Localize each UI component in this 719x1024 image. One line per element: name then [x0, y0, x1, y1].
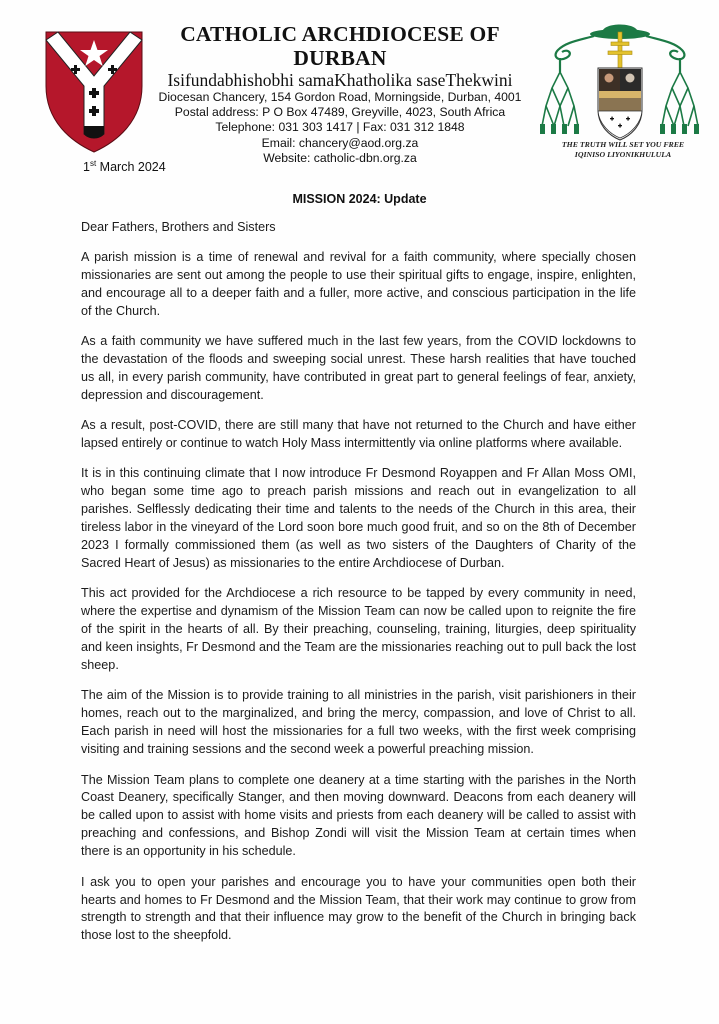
motto-zulu: IQINISO LIYONIKHULULA: [574, 150, 672, 159]
letterhead: [150, 22, 530, 166]
street-address: Diocesan Chancery, 154 Gordon Road, Morningside, Durban, 4001: [158, 90, 522, 104]
document-title: MISSION 2024: Update: [292, 192, 427, 206]
paragraph: The aim of the Mission is to provide training to all ministries in the parish, visit parishioners in their homes, reach out to the marginalized, and bring the mercy, compassion, and love of Christ to all. Each parish in need will host the missionaries for a full two weeks, with the first week comprising visiting and training sessions and the second week a powerful preaching mission.: [81, 688, 636, 757]
letter-body: [81, 219, 636, 958]
tassels-left-icon: [542, 72, 578, 126]
letter-date: [83, 160, 166, 174]
paragraph: This act provided for the Archdiocese a rich resource to be tapped by every community in need, where the expertise and dynamism of the Mission Team can now be called upon to reignite the fire of the spirit in the hearts of all. By their preaching, counseling, training, liturgies, deep spirituality and keen insights, Fr Desmond and the Team are the missionaries reaching out to pull back the lost sheep.: [81, 586, 636, 673]
website: Website: catholic-dbn.org.za: [263, 150, 417, 165]
organization-name-zulu: Isifundabhishobhi samaKhatholika saseThekwini: [167, 70, 513, 90]
paragraph: A parish mission is a time of renewal and revival for a faith community, where specially chosen missionaries are sent out among the people to use their spiritual gifts to engage, inspire, enlighten, and encourage all to a deeper faith and a fuller, more active, and conscious participation in the life of the Church.: [81, 249, 636, 318]
telephone-fax: Telephone: 031 303 1417 | Fax: 031 312 1848: [215, 120, 465, 135]
motto-english: THE TRUTH WILL SET YOU FREE: [561, 140, 685, 149]
paragraph: I ask you to open your parishes and encourage you to have your communities open both their hearts and homes to Fr Desmond and the Mission Team, that their work may continue to grow from strength to strength and that their influence may grow to the benefit of the Church in bringing back those lost to the sheepfold.: [81, 874, 636, 943]
date-month-year: March 2024: [99, 160, 166, 174]
tassels-right-icon: [662, 72, 698, 126]
archbishop-coat-of-arms: [540, 10, 700, 150]
email: Email: chancery@aod.org.za: [261, 135, 419, 150]
paragraph: As a faith community we have suffered much in the last few years, from the COVID lockdowns to the devastation of the floods and sweeping social unrest. These harsh realities that have touched us all, in every parish community, have contributed in great part to general feelings of fear, anxiety, depression and discouragement.: [81, 334, 636, 402]
motto: [538, 140, 708, 160]
organization-name: CATHOLIC ARCHDIOCESE OF DURBAN: [180, 22, 500, 70]
date-suffix: st: [89, 158, 97, 168]
postal-address: Postal address: P O Box 47489, Greyville, 4023, South Africa: [174, 105, 506, 120]
archdiocese-shield-logo: [44, 30, 144, 154]
salutation: Dear Fathers, Brothers and Sisters: [81, 220, 276, 234]
paragraph: As a result, post-COVID, there are still many that have not returned to the Church and have either lapsed entirely or continue to watch Holy Mass intermittently via online platforms where available.: [81, 418, 636, 451]
shield-pall-base: [84, 126, 104, 139]
date-day: 1: [83, 160, 90, 174]
paragraph: It is in this continuing climate that I now introduce Fr Desmond Royappen and Fr Allan Moss OMI, who began some time ago to preach parish missions and reach out in evangelization to all parishes. Selflessly dedicating their time and talents to the needs of the Church in this area, their tireless labor in the vineyard of the Lord soon bore much good fruit, and so on the 8th of December 2023 I formally commissioned them (as well as two sisters of the Daughters of Charity of the Sacred Heart of Jesus) as missionaries to the entire Archdiocese of Durban.: [81, 466, 636, 570]
galero-crown: [602, 25, 638, 33]
paragraph: The Mission Team plans to complete one deanery at a time starting with the parishes in the North Coast Deanery, specifically Stanger, and then moving downward. Deacons from each deanery will be called upon to assist with home visits and priests from each deanery will be called to assist with preaching and confessions, and Bishop Zondi will visit the Mission Team at certain times when there is an opportunity in his schedule.: [81, 772, 636, 859]
